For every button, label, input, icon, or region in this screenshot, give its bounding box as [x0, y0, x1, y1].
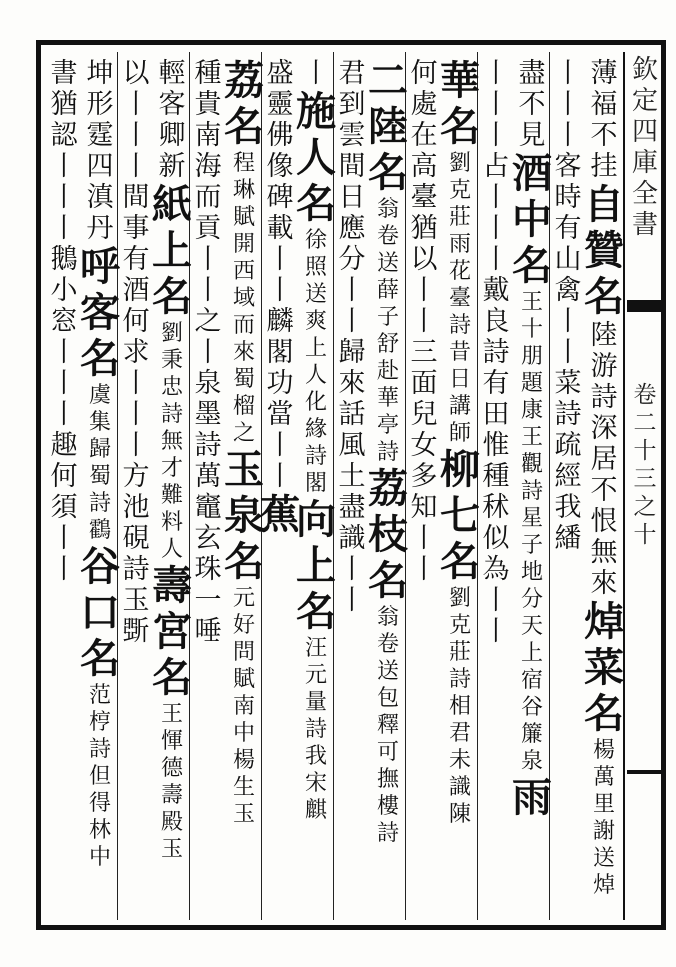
column-14-segment-2: 間 事 有 酒 何 求 丨 丨 丨 [122, 182, 150, 461]
column-10-segment-3: 蕉 [260, 491, 300, 538]
column-7-segment-4: 荔 [368, 465, 408, 512]
column-1-segment-7: 楊 萬 里 謝 送 焯 [592, 738, 615, 898]
column-13-segment-5: 壽 [152, 562, 192, 609]
column-5-segment-1: 華 名 [440, 58, 480, 150]
column-2-segment-1: 丨 丨 丨 [554, 58, 582, 151]
column-1-segment-3: 贊 名 [584, 227, 624, 320]
column-16-segment-3: 趣 何 須 丨 丨 [50, 430, 78, 585]
column-13-segment-3: 上 名 [152, 227, 192, 320]
column-1-segment-5: 焯 [584, 598, 624, 645]
column-13-segment-1: 輕 客 卿 新 [158, 58, 186, 182]
column-11-segment-5: 泉 名 [224, 492, 264, 585]
column-3-segment-2: 酒 [512, 150, 552, 197]
column-1-segment-4: 陸 游 詩 深 居 不 恨 無 來 [590, 320, 618, 599]
column-5-segment-2: 劉 克 莊 雨 花 臺 詩 昔 日 講 師 [448, 151, 471, 446]
column-11-segment-4: 玉 [224, 446, 264, 493]
column-8-segment-2: 歸 來 話 風 土 盡 識 丨 丨 [338, 337, 366, 616]
column-9-segment-7: 汪 元 量 詩 我 宋 麒 [304, 636, 327, 823]
margin-volume: 卷 二 十 三 之 十 [633, 382, 657, 548]
column-15-segment-3: 客 名 [80, 289, 120, 382]
column-10-segment-2: 麟 閣 功 當 丨 丨 [266, 306, 294, 492]
column-11-segment-3: 程 琳 賦 開 西 域 而 來 蜀 榴 之 [232, 151, 255, 446]
column-3-segment-3: 中 名 [512, 196, 552, 289]
column-3-segment-4: 王 十 朋 題 康 王 觀 詩 星 子 地 分 天 上 宿 谷 簾 泉 [520, 290, 543, 774]
column-1-segment-6: 菜 名 [584, 644, 624, 737]
column-16-segment-1: 書 猶 認 丨 丨 丨 [50, 58, 78, 244]
column-1-segment-1: 薄 福 不 挂 [590, 58, 618, 182]
column-15-segment-4: 虞 集 歸 蜀 詩 鸖 [88, 383, 111, 543]
column-11-segment-1: 荔 [224, 58, 264, 104]
column-15-segment-5: 谷 [80, 543, 120, 590]
column-7-segment-3: 翁 卷 送 薛 子 舒 赴 華 亭 詩 [376, 197, 399, 465]
column-4-segment-1: 丨 丨 丨 [482, 58, 510, 151]
column-14-segment-3: 方 池 硯 詩 玉 斲 [122, 461, 150, 647]
column-7-segment-5: 枝 名 [368, 511, 408, 604]
column-9-segment-1: 丨 [302, 58, 330, 89]
column-16-segment-2: 鵝 小 窓 丨 丨 丨 [50, 244, 78, 430]
column-15-segment-6: 口 名 [80, 589, 120, 682]
column-9-segment-5: 向 [296, 496, 336, 543]
text-column-16 [35, 58, 93, 913]
column-11-segment-2: 名 [224, 103, 264, 150]
column-9-segment-2: 施 [296, 88, 336, 135]
column-9-segment-4: 徐 照 送 爽 上 人 化 緣 詩 閣 [304, 228, 327, 496]
column-13-segment-4: 劉 秉 忠 詩 無 才 難 料 人 [160, 321, 183, 562]
column-13-segment-7: 王 惲 德 壽 殿 玉 [160, 702, 183, 862]
column-15-segment-1: 坤 形 霆 四 滇 丹 [86, 58, 114, 244]
column-13-segment-2: 紙 [152, 181, 192, 228]
column-7-segment-6: 翁 卷 送 包 釋 可 撫 樓 詩 [376, 605, 399, 846]
column-7-segment-2: 陸 名 [368, 103, 408, 196]
column-5-segment-4: 七 名 [440, 492, 480, 585]
column-6-segment-1: 何 處 在 高 臺 猶 以 丨 丨 [410, 58, 438, 337]
column-9-segment-6: 上 名 [296, 542, 336, 635]
margin-title: 欽 定 四 庫 全 書 [631, 55, 658, 240]
column-1-segment-2: 自 [584, 181, 624, 228]
column-10-segment-1: 盛 靈 佛 像 碑 載 丨 丨 [266, 58, 294, 306]
column-3-segment-1: 盡 不 見 [518, 58, 546, 151]
column-4-segment-2: 占 丨 丨 丨 戴 良 詩 有 田 惟 種 秫 似 為 丨 丨 [482, 151, 510, 647]
margin-column [627, 55, 663, 915]
column-12-segment-1: 種 貴 南 海 而 貢 丨 丨 之 丨 [194, 58, 222, 368]
column-15-segment-2: 呼 [80, 243, 120, 290]
column-14-segment-1: 以 丨 丨 丨 [122, 58, 150, 182]
column-13-segment-6: 宮 名 [152, 608, 192, 701]
column-8-segment-1: 君 到 雲 間 日 應 分 丨 丨 [338, 58, 366, 337]
column-15-segment-7: 范 梈 詩 但 得 林 中 [88, 683, 111, 870]
column-11-segment-6: 元 好 問 賦 南 中 楊 生 玉 [232, 586, 255, 827]
column-7-segment-1: 二 [368, 58, 408, 104]
column-2-segment-2: 客 時 有 山 禽 丨 丨 [554, 151, 582, 368]
column-5-segment-5: 劉 克 莊 詩 相 君 未 識 陳 [448, 586, 471, 827]
column-9-segment-3: 人 名 [296, 134, 336, 227]
column-12-segment-2: 泉 墨 詩 萬 竈 玄 珠 一 唾 [194, 368, 222, 647]
column-5-segment-3: 柳 [440, 446, 480, 493]
column-3-segment-5: 雨 [512, 774, 552, 821]
column-2-segment-3: 菜 詩 疏 經 我 繙 [554, 368, 582, 554]
column-6-segment-2: 三 面 兒 女 多 知 丨 丨 [410, 337, 438, 585]
